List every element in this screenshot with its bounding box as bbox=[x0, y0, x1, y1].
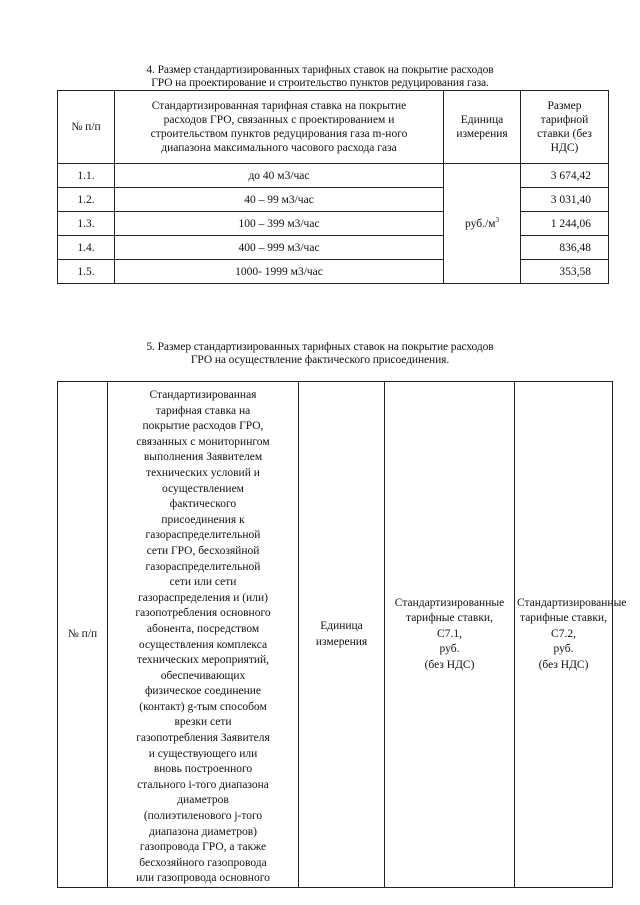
row-range: 40 – 99 м3/час bbox=[115, 188, 444, 212]
row-range: 100 – 399 м3/час bbox=[115, 212, 444, 236]
header-line: газопровода ГРО, а также bbox=[139, 841, 267, 854]
header-line: Единица bbox=[460, 114, 504, 126]
row-value: 1 244,06 bbox=[521, 212, 609, 236]
row-range: до 40 м3/час bbox=[115, 164, 444, 188]
header-line: газораспределительной bbox=[145, 560, 261, 573]
caption-line: ГРО на проектирование и строительство пунктов редуцирования газа. bbox=[151, 77, 489, 89]
header-line: руб. bbox=[553, 643, 574, 656]
header-line: обеспечивающих bbox=[160, 669, 246, 682]
header-line: стального i-того диапазона bbox=[137, 778, 269, 791]
header-line: связанных с мониторингом bbox=[136, 435, 270, 448]
header-line: физическое соединение bbox=[144, 685, 262, 698]
header-line: С7.1, bbox=[437, 627, 462, 640]
header-line: ставки (без bbox=[537, 128, 592, 140]
header-line: и существующего или bbox=[148, 747, 258, 760]
header-line: измерения bbox=[456, 128, 508, 140]
table-row bbox=[58, 236, 609, 260]
unit-superscript: 3 bbox=[495, 215, 499, 224]
header-line: Стандартизированные bbox=[517, 596, 627, 609]
header-line: Единица bbox=[320, 619, 363, 632]
header-line: тарифной bbox=[540, 114, 589, 126]
header-rate-c72 bbox=[515, 382, 627, 888]
header-line: фактического bbox=[169, 498, 237, 511]
tariff-table-4 bbox=[57, 90, 609, 284]
header-unit bbox=[444, 91, 521, 164]
table-header-row bbox=[58, 91, 609, 164]
header-line: Стандартизированная bbox=[149, 389, 257, 401]
header-line: газораспределительной bbox=[145, 529, 261, 542]
header-line: (без НДС) bbox=[424, 658, 475, 671]
header-line: осуществления комплекса bbox=[138, 638, 268, 651]
row-value: 353,58 bbox=[521, 260, 609, 284]
header-line: Размер bbox=[547, 100, 582, 112]
header-rate-size bbox=[521, 91, 609, 164]
header-line: технических мероприятий, bbox=[136, 654, 270, 667]
row-value: 3 031,40 bbox=[521, 188, 609, 212]
header-line: газопотребления основного bbox=[135, 607, 271, 620]
header-line: присоединения к bbox=[161, 513, 245, 526]
header-num: № п/п bbox=[58, 91, 115, 164]
table-row bbox=[58, 188, 609, 212]
row-value: 836,48 bbox=[521, 236, 609, 260]
header-line: измерения bbox=[315, 635, 368, 648]
header-line: газопотребления Заявителя bbox=[136, 732, 270, 745]
header-line: бесхозяйного газопровода bbox=[139, 856, 267, 869]
header-line: руб. bbox=[439, 643, 460, 656]
header-line: вновь построенного bbox=[153, 763, 253, 776]
caption-line: 5. Размер стандартизированных тарифных ставок на покрытие расходов bbox=[146, 341, 494, 353]
table-header-row bbox=[58, 382, 613, 888]
header-line: Стандартизированные bbox=[394, 596, 505, 609]
header-line: (контакт) g-тым способом bbox=[139, 700, 267, 713]
header-line: технических условий и bbox=[146, 466, 260, 479]
table-row bbox=[58, 164, 609, 188]
header-rate-c71 bbox=[385, 382, 515, 888]
header-line: выполнения Заявителем bbox=[143, 451, 263, 464]
row-num: 1.1. bbox=[58, 164, 115, 188]
row-range: 1000- 1999 м3/час bbox=[115, 260, 444, 284]
row-num: 1.5. bbox=[58, 260, 115, 284]
row-num: 1.4. bbox=[58, 236, 115, 260]
header-line: сети ГРО, бесхозяйной bbox=[146, 544, 260, 557]
row-range: 400 – 999 м3/час bbox=[115, 236, 444, 260]
table-row bbox=[58, 212, 609, 236]
header-line: или газопровода основного bbox=[136, 872, 270, 885]
header-description bbox=[115, 91, 444, 164]
header-line: абонента, посредством bbox=[146, 622, 260, 635]
section-4-caption bbox=[0, 64, 640, 90]
unit-cell bbox=[444, 164, 521, 284]
section-5-caption bbox=[0, 341, 640, 367]
header-line: осуществлением bbox=[162, 482, 244, 495]
header-num: № п/п bbox=[58, 382, 108, 888]
row-value: 3 674,42 bbox=[521, 164, 609, 188]
header-line: диаметров bbox=[177, 794, 229, 807]
header-line: газораспределения и (или) bbox=[138, 591, 268, 604]
header-line: (полиэтиленового j-того bbox=[143, 810, 263, 823]
tariff-table-5 bbox=[57, 381, 627, 888]
header-line: тарифные ставки, bbox=[520, 612, 607, 625]
row-num: 1.3. bbox=[58, 212, 115, 236]
caption-line: 4. Размер стандартизированных тарифных ставок на покрытие расходов bbox=[146, 64, 494, 76]
unit-value: руб./м bbox=[465, 217, 496, 230]
header-line: тарифные ставки, bbox=[406, 612, 493, 625]
header-line: врезки сети bbox=[174, 716, 232, 729]
header-line: сети или сети bbox=[169, 576, 237, 589]
header-unit bbox=[299, 382, 385, 888]
header-line: расходов ГРО, связанных с проектированием и bbox=[163, 114, 395, 126]
header-line: диапазона диаметров) bbox=[149, 825, 257, 838]
header-line: диапазона максимального часового расхода газа bbox=[161, 142, 397, 154]
header-line: Стандартизированная тарифная ставка на покрытие bbox=[151, 100, 407, 112]
header-line: С7.2, bbox=[551, 627, 576, 640]
header-line: тарифная ставка на bbox=[155, 404, 251, 417]
table-row bbox=[58, 260, 609, 284]
caption-line: ГРО на осуществление фактического присоединения. bbox=[190, 354, 450, 366]
header-line: (без НДС) bbox=[538, 658, 589, 671]
header-description bbox=[108, 382, 299, 888]
header-line: НДС) bbox=[550, 142, 579, 154]
row-num: 1.2. bbox=[58, 188, 115, 212]
header-line: покрытие расходов ГРО, bbox=[142, 420, 264, 433]
header-line: строительством пунктов редуцирования газа m-ного bbox=[150, 128, 408, 140]
